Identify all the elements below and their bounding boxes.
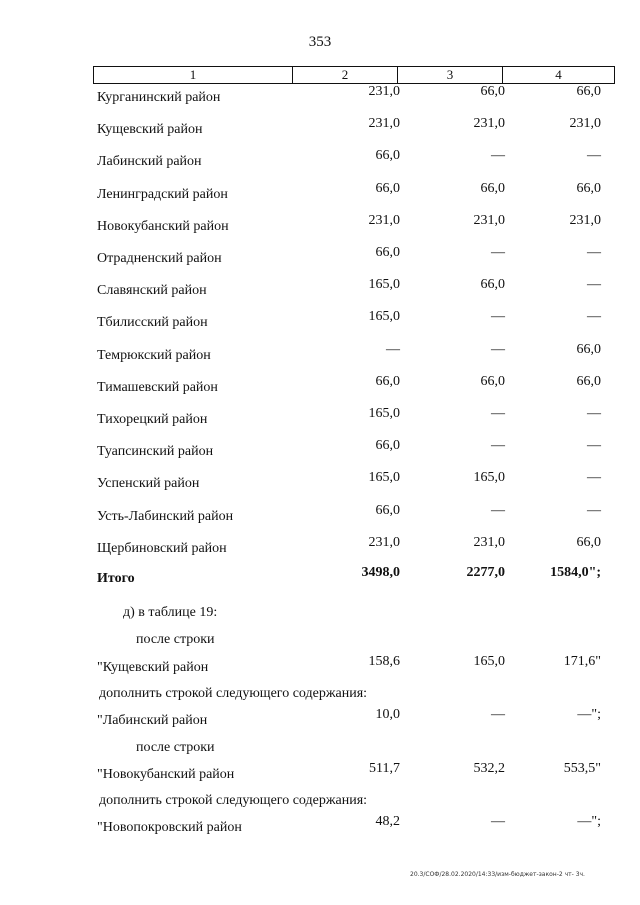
amendment-row-2-name: "Лабинский район	[97, 713, 208, 728]
amendment-row-1-col4: 171,6"	[563, 654, 601, 669]
table-row	[0, 116, 640, 142]
amendment-row-3-col3: 532,2	[473, 761, 505, 776]
amendment-row-4-name: "Новопокровский район	[97, 820, 242, 835]
column-header-row	[93, 66, 615, 84]
table-row	[0, 148, 640, 174]
value-col4: 231,0	[569, 116, 601, 132]
value-col2: 66,0	[375, 373, 400, 389]
amendment-row-2-col4: —";	[577, 707, 601, 722]
column-header-1: 1	[94, 67, 293, 83]
value-col2: 231,0	[368, 534, 400, 550]
value-col3: 66,0	[480, 84, 505, 99]
value-col3: 165,0	[473, 470, 505, 486]
table-row	[0, 341, 640, 368]
table-row	[0, 212, 640, 239]
district-name: Славянский район	[97, 283, 207, 299]
amendment-row-1-col2: 158,6	[368, 654, 400, 669]
value-col4: 66,0	[576, 84, 601, 99]
column-header-2: 2	[293, 67, 398, 83]
table-row	[0, 84, 640, 110]
after-row-text-2: после строки	[136, 740, 215, 755]
value-col2: 66,0	[375, 438, 400, 454]
table-row	[0, 245, 640, 271]
table-row	[0, 406, 640, 432]
value-col2: 165,0	[368, 470, 400, 486]
amendment-row-1-name: "Кущевский район	[97, 660, 209, 675]
value-col2: 165,0	[368, 277, 400, 293]
district-name: Кущевский район	[97, 122, 203, 138]
value-col3: —	[491, 406, 505, 421]
amendment-row-4-col2: 48,2	[375, 814, 400, 829]
district-name: Усть-Лабинский район	[97, 508, 234, 524]
table-row	[0, 180, 640, 207]
value-col3: —	[491, 309, 505, 325]
value-col3: —	[491, 502, 505, 518]
value-col2: 231,0	[368, 212, 400, 228]
district-name: Тихорецкий район	[97, 412, 208, 427]
column-header-4: 4	[555, 67, 562, 82]
table-row	[0, 534, 640, 561]
value-col2: 66,0	[375, 245, 400, 260]
total-value-col3: 2277,0	[466, 565, 505, 580]
district-name: Тимашевский район	[97, 379, 218, 395]
district-name: Лабинский район	[97, 154, 202, 170]
district-name: Тбилисский район	[97, 315, 208, 331]
value-col4: —	[587, 406, 601, 421]
value-col4: 231,0	[569, 212, 601, 228]
amendment-row-1	[0, 654, 640, 680]
value-col2: 165,0	[368, 309, 400, 325]
amendment-row-2-col3: —	[491, 707, 505, 722]
district-name: Темрюкский район	[97, 347, 211, 363]
amendment-row-4	[0, 814, 640, 840]
value-col4: —	[587, 148, 601, 164]
table-row	[0, 277, 640, 303]
value-col4: —	[587, 502, 601, 518]
table-row	[0, 373, 640, 400]
total-value-col4: 1584,0";	[550, 565, 601, 580]
amendment-row-2-col2: 10,0	[375, 707, 400, 722]
value-col3: —	[491, 148, 505, 164]
table-row	[0, 309, 640, 335]
value-col4: —	[587, 277, 601, 293]
value-col3: 66,0	[480, 373, 505, 389]
district-name: Успенский район	[97, 476, 200, 492]
total-label: Итого	[97, 571, 135, 586]
page-number: 353	[308, 34, 332, 50]
value-col4: 66,0	[576, 341, 601, 357]
amendment-row-4-col4: —";	[577, 814, 601, 829]
amendment-intro: д) в таблице 19:	[123, 605, 218, 620]
amendment-row-1-col3: 165,0	[473, 654, 505, 669]
value-col3: 231,0	[473, 212, 505, 228]
value-col4: 66,0	[576, 180, 601, 196]
value-col3: —	[491, 245, 505, 260]
district-name: Туапсинский район	[97, 444, 214, 460]
document-footer: 20.3/СОФ/28.02.2020/14:33/изм-бюджет-закон-2 чт- 3ч.	[410, 871, 585, 878]
total-value-col2: 3498,0	[361, 565, 400, 580]
district-name: Курганинский район	[97, 90, 221, 105]
value-col2: 66,0	[375, 180, 400, 196]
value-col4: —	[587, 470, 601, 486]
amendment-row-4-col3: —	[491, 814, 505, 829]
table-row	[0, 438, 640, 464]
amendment-row-3-col4: 553,5"	[563, 761, 601, 776]
value-col2: 231,0	[368, 84, 400, 99]
value-col2: 165,0	[368, 406, 400, 421]
total-row	[0, 565, 640, 591]
amendment-row-2	[0, 707, 640, 733]
value-col3: —	[491, 341, 505, 357]
value-col4: —	[587, 438, 601, 454]
table-row	[0, 502, 640, 529]
add-row-text-1: дополнить строкой следующего содержания:	[99, 686, 368, 701]
value-col2: 66,0	[375, 148, 400, 164]
amendment-row-3-name: "Новокубанский район	[97, 767, 235, 782]
value-col3: 231,0	[473, 116, 505, 132]
district-name: Новокубанский район	[97, 218, 229, 234]
value-col4: —	[587, 309, 601, 325]
value-col2: 66,0	[375, 502, 400, 518]
district-name: Щербиновский район	[97, 540, 227, 556]
value-col2: —	[386, 341, 400, 357]
value-col4: —	[587, 245, 601, 260]
amendment-row-3	[0, 761, 640, 787]
amendment-row-3-col2: 511,7	[369, 761, 400, 776]
column-header-3: 3	[398, 67, 503, 83]
district-name: Отрадненский район	[97, 251, 222, 266]
district-name: Ленинградский район	[97, 186, 228, 202]
add-row-text-2: дополнить строкой следующего содержания:	[99, 793, 368, 808]
table-row	[0, 470, 640, 496]
value-col4: 66,0	[576, 534, 601, 550]
after-row-text-1: после строки	[136, 632, 215, 647]
value-col3: 66,0	[480, 277, 505, 293]
value-col2: 231,0	[368, 116, 400, 132]
value-col3: —	[491, 438, 505, 454]
value-col3: 66,0	[480, 180, 505, 196]
value-col4: 66,0	[576, 373, 601, 389]
value-col3: 231,0	[473, 534, 505, 550]
